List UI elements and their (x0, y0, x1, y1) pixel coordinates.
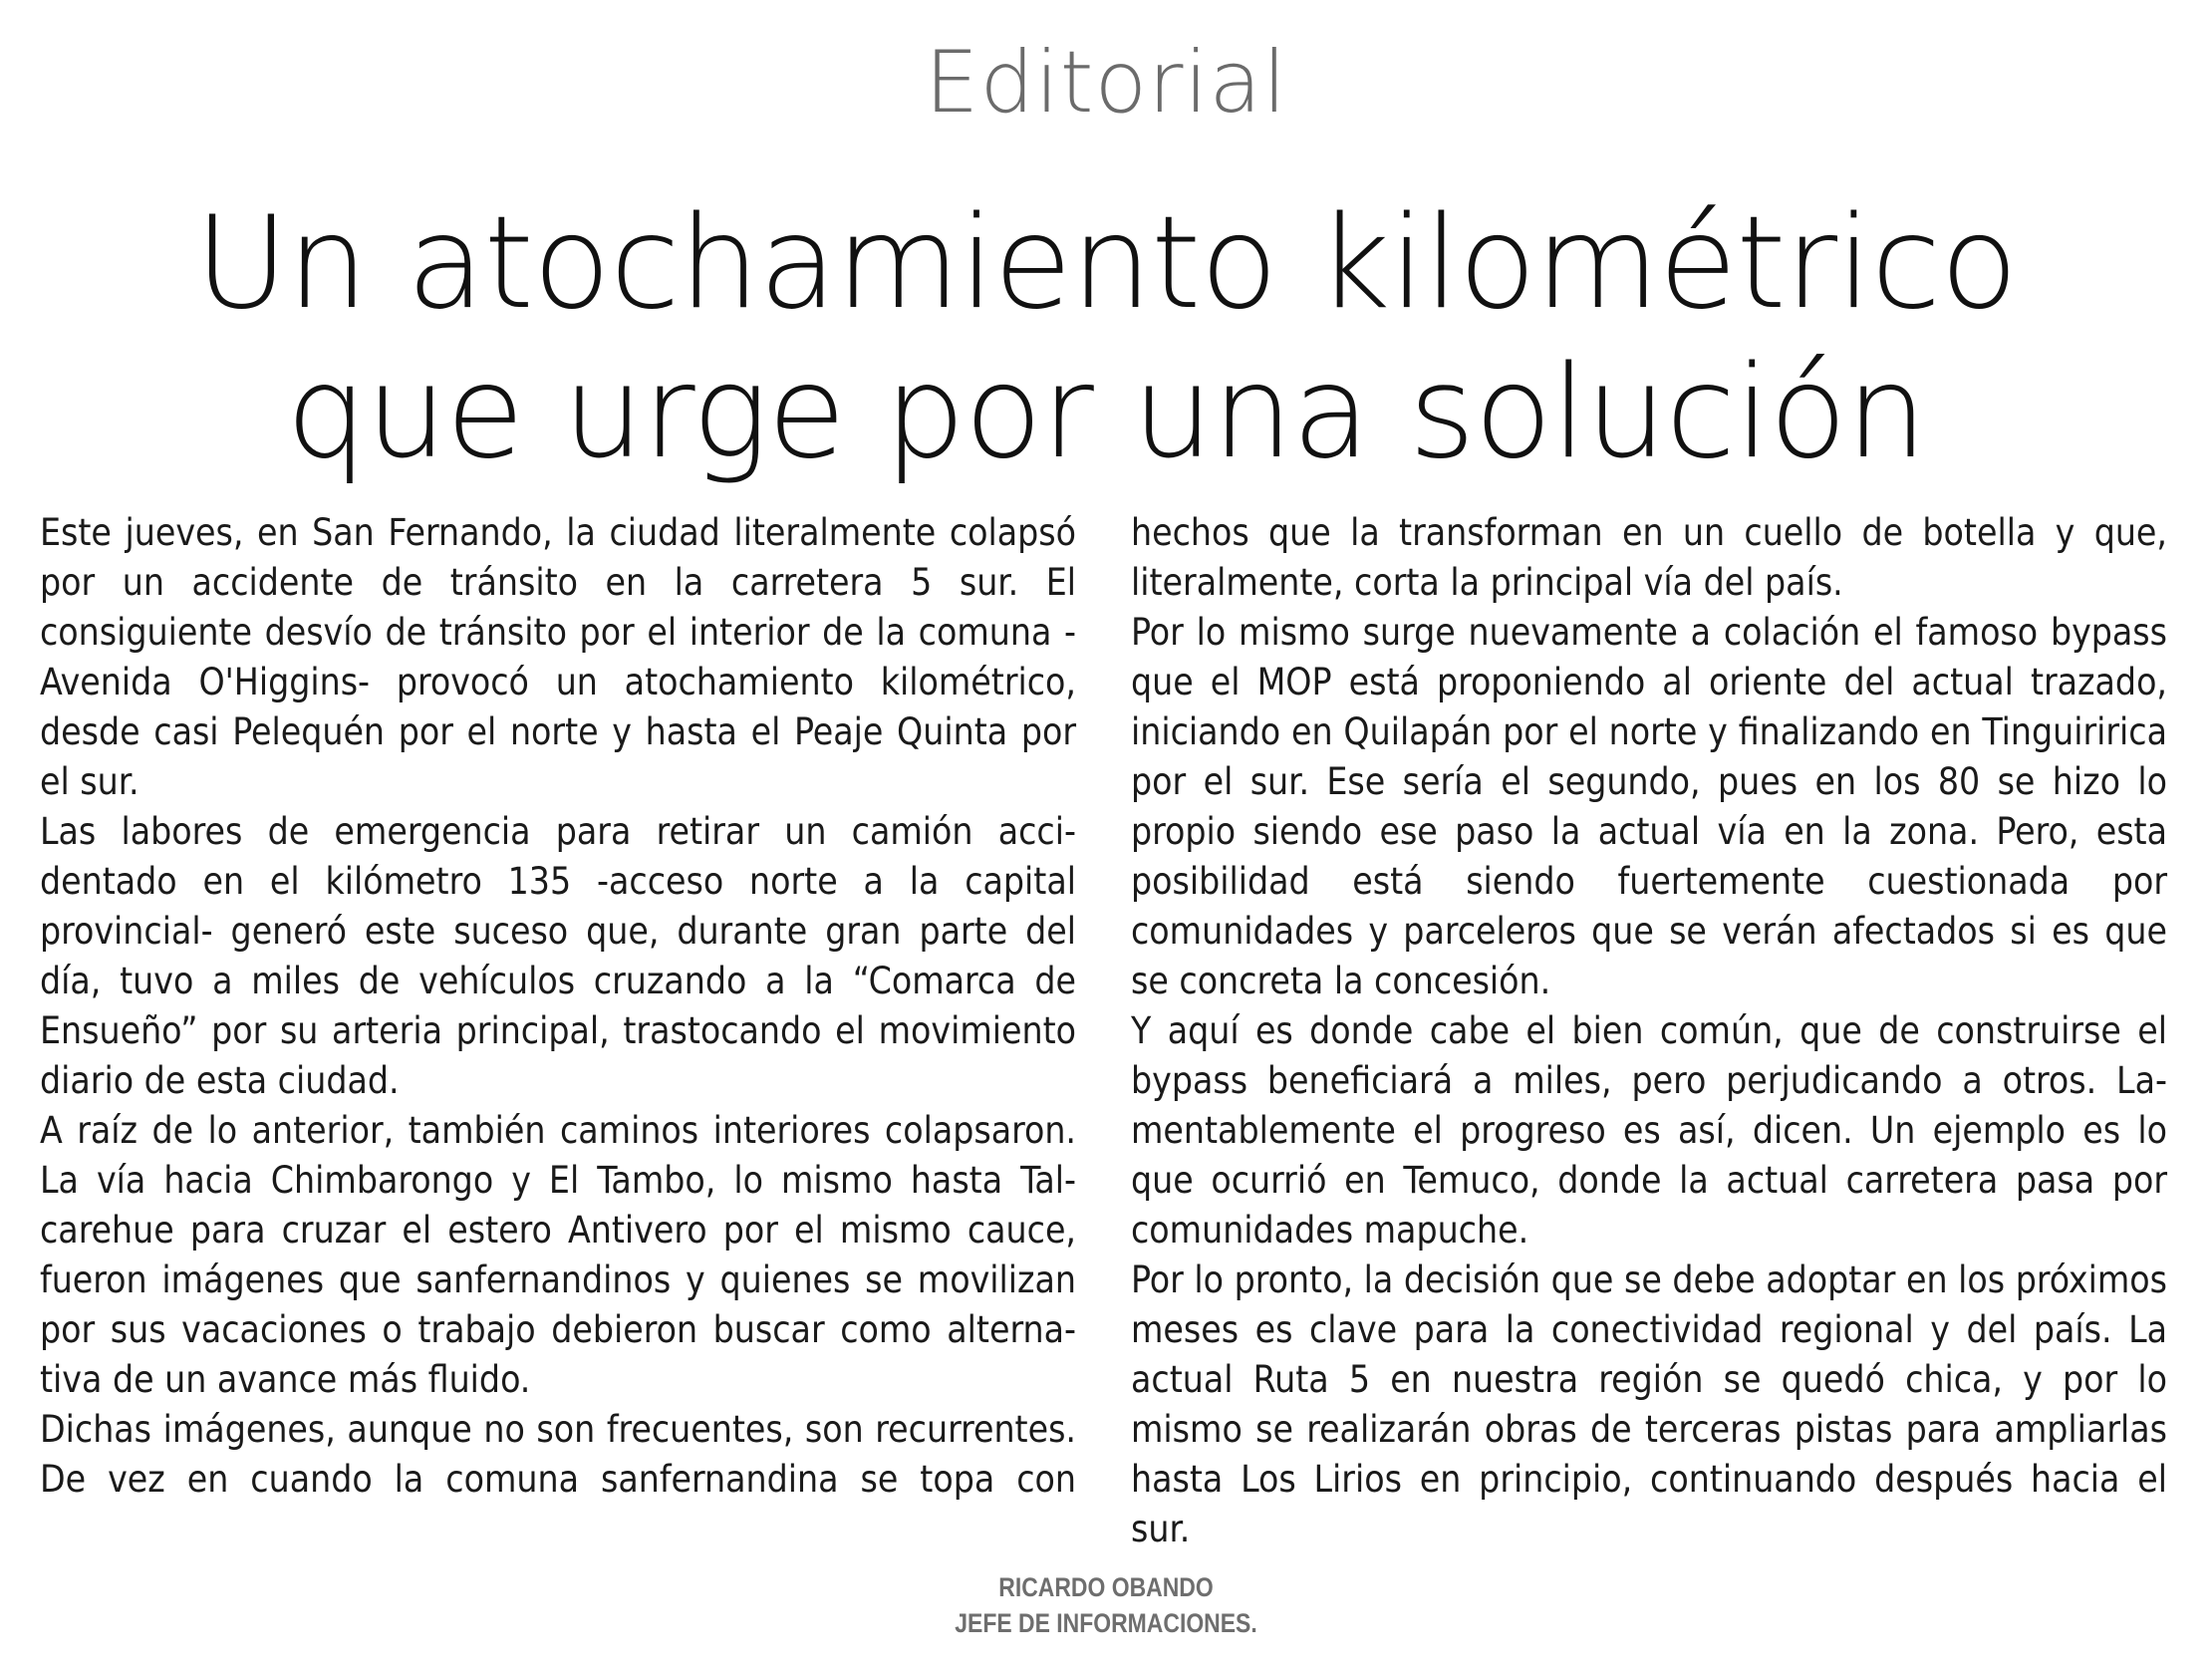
left-column (40, 508, 1076, 1505)
paragraph: Este jueves, en San Fernando, la ciudad literalmente colapsó por un accidente de tránsito en la carretera 5 sur. El consiguiente desvío de tránsito por el interior de la comuna -Avenida O'Higgins- provocó un atochamiento kilométrico, desde casi Pelequén por el norte y hasta el Peaje Quinta por el sur. (40, 511, 1076, 803)
headline-line-2: que urge por una solución (286, 339, 1926, 487)
paragraph: Las labores de emergencia para retirar un camión accidentado en el kilómetro 135 -acceso norte a la capital provincial- generó este suceso que, durante gran parte del día, tuvo a miles de vehículos cruzando a la “Comarca de Ensueño” por su arteria principal, trastocando el movimiento diario de esta ciudad. (40, 810, 1076, 1102)
headline (60, 189, 2152, 488)
article-body (40, 508, 2172, 1550)
paragraph: Por lo pronto, la decisión que se debe adoptar en los próximos meses es clave para la conectividad regional y del país. La actual Ruta 5 en nuestra región se quedó chica, y por lo mismo se realizarán obras de terceras pistas para ampliarlas hasta Los Lirios en principio, continuando después hacia el sur. (1131, 1258, 2167, 1550)
section-label: Editorial (924, 33, 1287, 133)
paragraph: Por lo mismo surge nuevamente a colación el famoso bypass que el MOP está proponiendo al oriente del actual trazado, iniciando en Quilapán por el norte y finalizando en Tinguiririca por el sur. Ese sería el segundo, pues en los 80 se hizo lo propio siendo ese paso la actual vía en la zona. Pero, esta posibilidad está siendo fuertemente cuestionada por comunidades y parceleros que se verán afectados si es que se concreta la concesión. (1131, 611, 2167, 1002)
headline-line-1: Un atochamiento kilométrico (194, 189, 2018, 338)
paragraph: Dichas imágenes, aunque no son frecuentes, son recurrentes. De vez en cuando la comuna sanfernandina se topa con (40, 1408, 1076, 1501)
paragraph: A raíz de lo anterior, también caminos interiores colapsaron. La vía hacia Chimbarongo y El Tambo, lo mismo hasta Talcarehue para cruzar el estero Antivero por el mismo cauce, fueron imágenes que sanfernandinos y quienes se movilizan por sus vacaciones o trabajo debieron buscar como alternativa de un avance más fluido. (40, 1109, 1076, 1401)
byline-author: RICARDO OBANDO (998, 1572, 1214, 1602)
right-column (1131, 508, 2167, 1554)
byline (166, 1569, 2047, 1641)
paragraph: Y aquí es donde cabe el bien común, que de construirse el bypass beneficiará a miles, pero perjudicando a otros. Lamentablemente el progreso es así, dicen. Un ejemplo es lo que ocurrió en Temuco, donde la actual carretera pasa por comunidades mapuche. (1131, 1009, 2167, 1252)
paragraph: hechos que la transforman en un cuello de botella y que, literalmente, corta la principal vía del país. (1131, 511, 2167, 604)
byline-role: JEFE DE INFORMACIONES. (955, 1608, 1257, 1638)
